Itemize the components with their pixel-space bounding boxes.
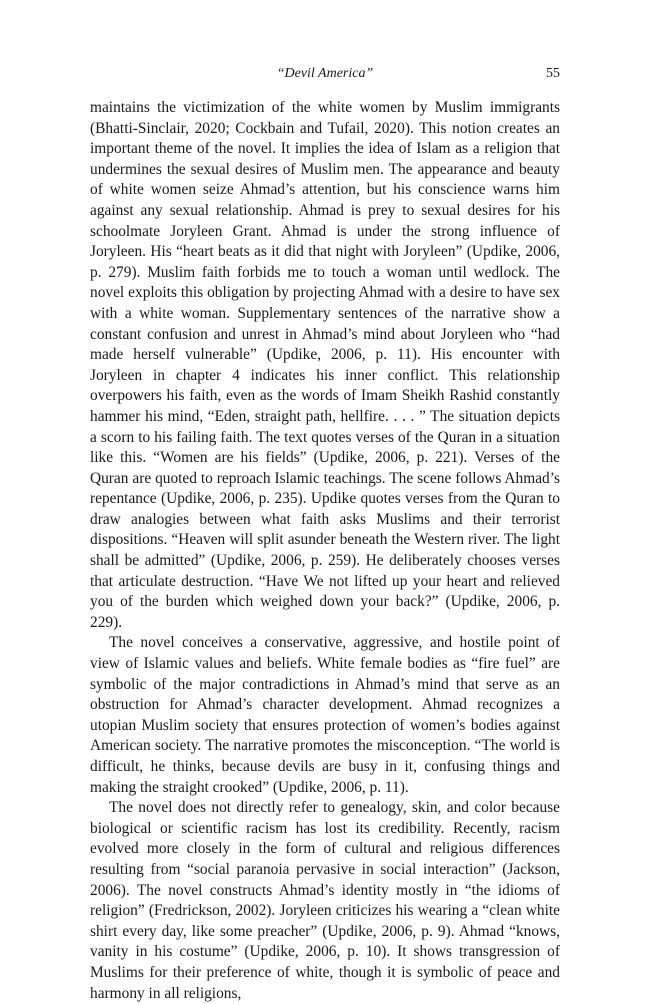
page-number: 55 [546,66,560,81]
paragraph-continued: maintains the victimization of the white women by Muslim immigrants (Bhatti-Sinclair, 2020; Cockbain and Tufail, 2020). This notion creates an important theme of the novel. It implies the idea of Islam as a religion that undermines the sexual desires of Muslim men. The appearance and beauty of white women seize Ahmad’s attention, but his conscience warns him against any sexual relationship. Ahmad is prey to sexual desires for his schoolmate Joryleen Grant. Ahmad is under the strong influence of Joryleen. His “heart beats as it did that night with Joryleen” (Updike, 2006, p. 279). Muslim faith forbids me to touch a woman until wedlock. The novel exploits this obligation by projecting Ahmad with a desire to have sex with a white woman. Supplementary sentences of the narrative show a constant confusion and unrest in Ahmad’s mind about Joryleen who “had made herself vulnerable” (Updike, 2006, p. 11). His encounter with Joryleen in chapter 4 indicates his inner conflict. This relationship overpowers his faith, even as the words of Imam Sheikh Rashid constantly hammer his mind, “Eden, straight path, hellfire. . . . ” The situation depicts a scorn to his failing faith. The text quotes verses of the Quran in a situation like this. “Women are his fields” (Updike, 2006, p. 221). Verses of the Quran are quoted to reproach Islamic teachings. The scene follows Ahmad’s repentance (Updike, 2006, p. 235). Updike quotes verses from the Quran to draw analogies between what faith asks Muslims and their terrorist dispositions. “Heaven will split asunder beneath the Western river. The light shall be admitted” (Updike, 2006, p. 259). He deliberately chooses verses that articulate destruction. “Have We not lifted up your heart and relieved you of the burden which weighed down your back?” (Updike, 2006, p. 229). [90,99,560,631]
paragraph: The novel conceives a conservative, aggressive, and hostile point of view of Islamic values and beliefs. White female bodies as “fire fuel” are symbolic of the major contradictions in Ahmad’s mind that serve as an obstruction for Ahmad’s character development. Ahmad recognizes a utopian Muslim society that ensures protection of women’s bodies against American society. The narrative promotes the misconception. “The world is difficult, he thinks, because devils are busy in it, confusing things and making the straight crooked” (Updike, 2006, p. 11). [90,634,560,796]
book-page [90,66,560,1004]
running-title: “Devil America” [276,66,374,81]
running-head [90,66,560,88]
paragraph: The novel does not directly refer to genealogy, skin, and color because biological or scientific racism has lost its credibility. Recently, racism evolved more closely in the form of cultural and religious differences resulting from “social paranoia pervasive in social interaction” (Jackson, 2006). The novel constructs Ahmad’s identity mostly in “the idioms of religion” (Fredrickson, 2002). Joryleen criticizes his wearing a “clean white shirt every day, like some preacher” (Updike, 2006, p. 9). Ahmad “knows, vanity in his costume” (Updike, 2006, p. 10). It shows transgression of Muslims for their preference of white, though it is symbolic of peace and harmony in all religions, [90,799,560,1002]
body-text [90,98,560,1004]
